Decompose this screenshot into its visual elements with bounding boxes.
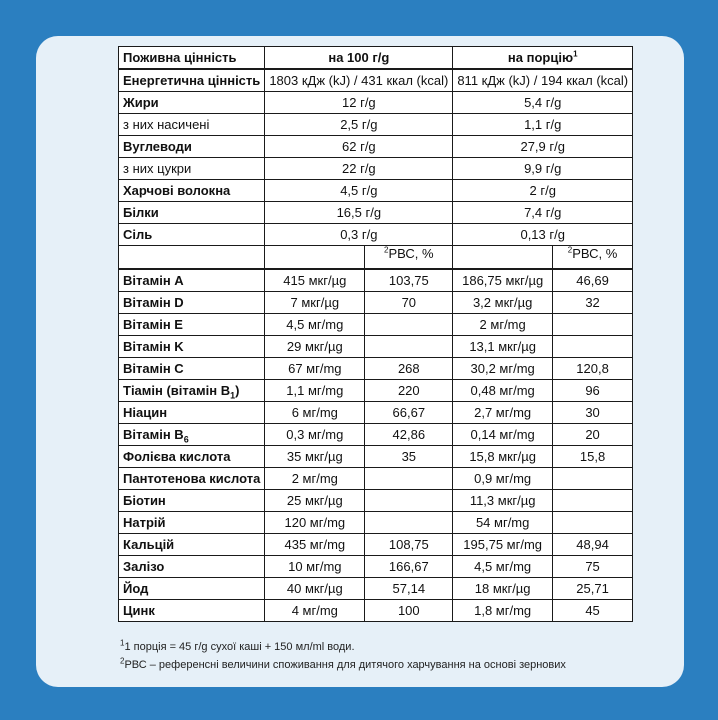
table-row	[119, 180, 633, 202]
value-per-portion: 4,5 мг/mg	[453, 556, 553, 578]
nutrient-name: Вітамін C	[119, 358, 265, 380]
rbc-per-100g: 42,86	[365, 424, 453, 446]
value-per-100g: 10 мг/mg	[265, 556, 365, 578]
rbc-per-100g: 166,67	[365, 556, 453, 578]
value-per-100g: 4,5 мг/mg	[265, 314, 365, 336]
table-row	[119, 600, 633, 622]
nutrient-name: з них цукри	[119, 158, 265, 180]
nutrient-name: Тіамін (вітамін $B_1$)	[119, 380, 265, 402]
nutrient-name: Вітамін A	[119, 269, 265, 292]
value-per-100g: 62 г/g	[265, 136, 453, 158]
rbc-header-row	[119, 246, 633, 270]
value-per-portion: 811 кДж (kJ) / 194 ккал (kcal)	[453, 69, 633, 92]
nutrient-name: Харчові волокна	[119, 180, 265, 202]
rbc-per-100g: 70	[365, 292, 453, 314]
table-row	[119, 446, 633, 468]
nutrient-name: Біотин	[119, 490, 265, 512]
value-per-100g: 4,5 г/g	[265, 180, 453, 202]
rbc-per-100g	[365, 314, 453, 336]
value-per-portion: 195,75 мг/mg	[453, 534, 553, 556]
value-per-100g: 6 мг/mg	[265, 402, 365, 424]
table-row	[119, 380, 633, 402]
table-row	[119, 114, 633, 136]
nutrient-name: Сіль	[119, 224, 265, 246]
table-row	[119, 358, 633, 380]
table-row	[119, 534, 633, 556]
value-per-100g: 7 мкг/µg	[265, 292, 365, 314]
nutrient-name: Натрій	[119, 512, 265, 534]
rbc-per-portion: 20	[552, 424, 632, 446]
value-per-portion: 5,4 г/g	[453, 92, 633, 114]
value-per-portion: 13,1 мкг/µg	[453, 336, 553, 358]
value-per-portion: 186,75 мкг/µg	[453, 269, 553, 292]
value-per-portion: 3,2 мкг/µg	[453, 292, 553, 314]
footnote-rbc: $^2$РВС – референсні величини споживання для дитячого харчування на основі зернових	[120, 656, 566, 671]
nutrient-name: Пантотенова кислота	[119, 468, 265, 490]
value-per-100g: 2,5 г/g	[265, 114, 453, 136]
rbc-per-100g	[365, 336, 453, 358]
rbc-per-100g: 268	[365, 358, 453, 380]
nutrient-name: Кальцій	[119, 534, 265, 556]
value-per-100g: 35 мкг/µg	[265, 446, 365, 468]
rbc-per-portion	[552, 512, 632, 534]
value-per-portion: 2,7 мг/mg	[453, 402, 553, 424]
rbc-per-portion: 75	[552, 556, 632, 578]
value-per-100g: 40 мкг/µg	[265, 578, 365, 600]
value-per-portion: 7,4 г/g	[453, 202, 633, 224]
value-per-100g: 1803 кДж (kJ) / 431 ккал (kcal)	[265, 69, 453, 92]
rbc-per-100g	[365, 512, 453, 534]
table-row	[119, 424, 633, 446]
rbc-per-portion: 48,94	[552, 534, 632, 556]
rbc-empty-cell	[119, 246, 265, 270]
value-per-portion: 27,9 г/g	[453, 136, 633, 158]
table-row	[119, 202, 633, 224]
nutrient-name: Фолієва кислота	[119, 446, 265, 468]
header-per-100g: на 100 г/g	[265, 47, 453, 70]
table-row	[119, 578, 633, 600]
nutrient-name: Вітамін $B_6$	[119, 424, 265, 446]
table-row	[119, 69, 633, 92]
table-row	[119, 136, 633, 158]
nutrient-name: Цинк	[119, 600, 265, 622]
value-per-100g: 25 мкг/µg	[265, 490, 365, 512]
value-per-portion: 15,8 мкг/µg	[453, 446, 553, 468]
nutrition-table-body	[119, 47, 633, 622]
value-per-100g: 16,5 г/g	[265, 202, 453, 224]
rbc-header-portion: $^2$РВС, %	[552, 246, 632, 270]
rbc-empty-cell	[453, 246, 553, 270]
nutrient-name: Білки	[119, 202, 265, 224]
rbc-per-portion	[552, 490, 632, 512]
value-per-portion: 2 г/g	[453, 180, 633, 202]
table-row	[119, 490, 633, 512]
rbc-per-portion: 96	[552, 380, 632, 402]
value-per-portion: 0,14 мг/mg	[453, 424, 553, 446]
rbc-per-portion: 45	[552, 600, 632, 622]
value-per-portion: 11,3 мкг/µg	[453, 490, 553, 512]
rbc-empty-cell	[265, 246, 365, 270]
value-per-100g: 120 мг/mg	[265, 512, 365, 534]
value-per-100g: 4 мг/mg	[265, 600, 365, 622]
rbc-header-100g: $^2$РВС, %	[365, 246, 453, 270]
nutrient-name: Вуглеводи	[119, 136, 265, 158]
nutrient-name: з них насичені	[119, 114, 265, 136]
value-per-100g: 415 мкг/µg	[265, 269, 365, 292]
nutrient-name: Йод	[119, 578, 265, 600]
value-per-100g: 0,3 г/g	[265, 224, 453, 246]
value-per-portion: 0,48 мг/mg	[453, 380, 553, 402]
nutrient-name: Вітамін E	[119, 314, 265, 336]
value-per-portion: 18 мкг/µg	[453, 578, 553, 600]
nutrient-name: Енергетична цінність	[119, 69, 265, 92]
value-per-portion: 1,8 мг/mg	[453, 600, 553, 622]
rbc-per-100g	[365, 490, 453, 512]
table-row	[119, 468, 633, 490]
table-row	[119, 402, 633, 424]
value-per-100g: 2 мг/mg	[265, 468, 365, 490]
value-per-portion: 0,9 мг/mg	[453, 468, 553, 490]
value-per-100g: 0,3 мг/mg	[265, 424, 365, 446]
rbc-per-100g: 100	[365, 600, 453, 622]
value-per-portion: 1,1 г/g	[453, 114, 633, 136]
value-per-portion: 2 мг/mg	[453, 314, 553, 336]
rbc-per-portion: 46,69	[552, 269, 632, 292]
nutrient-name: Ніацин	[119, 402, 265, 424]
nutrition-table-container	[118, 46, 633, 622]
table-row	[119, 292, 633, 314]
table-row	[119, 158, 633, 180]
rbc-per-portion: 30	[552, 402, 632, 424]
value-per-100g: 22 г/g	[265, 158, 453, 180]
rbc-per-portion	[552, 336, 632, 358]
table-row	[119, 314, 633, 336]
nutrient-name: Залізо	[119, 556, 265, 578]
rbc-per-portion: 15,8	[552, 446, 632, 468]
value-per-100g: 29 мкг/µg	[265, 336, 365, 358]
table-row	[119, 512, 633, 534]
rbc-per-portion: 25,71	[552, 578, 632, 600]
value-per-100g: 12 г/g	[265, 92, 453, 114]
rbc-per-portion: 120,8	[552, 358, 632, 380]
rbc-per-portion: 32	[552, 292, 632, 314]
table-row	[119, 556, 633, 578]
rbc-per-portion	[552, 314, 632, 336]
nutrient-name: Вітамін K	[119, 336, 265, 358]
rbc-per-100g: 108,75	[365, 534, 453, 556]
nutrition-table	[118, 46, 633, 622]
value-per-portion: 54 мг/mg	[453, 512, 553, 534]
header-per-portion: на порцію$^1$	[453, 47, 633, 70]
value-per-portion: 9,9 г/g	[453, 158, 633, 180]
rbc-per-portion	[552, 468, 632, 490]
nutrient-name: Вітамін D	[119, 292, 265, 314]
header-nutrient: Поживна цінність	[119, 47, 265, 70]
table-row	[119, 336, 633, 358]
rbc-per-100g: 57,14	[365, 578, 453, 600]
table-header-row	[119, 47, 633, 70]
value-per-portion: 30,2 мг/mg	[453, 358, 553, 380]
table-row	[119, 92, 633, 114]
rbc-per-100g: 66,67	[365, 402, 453, 424]
value-per-portion: 0,13 г/g	[453, 224, 633, 246]
rbc-per-100g: 220	[365, 380, 453, 402]
value-per-100g: 435 мг/mg	[265, 534, 365, 556]
rbc-per-100g: 103,75	[365, 269, 453, 292]
rbc-per-100g	[365, 468, 453, 490]
nutrient-name: Жири	[119, 92, 265, 114]
value-per-100g: 67 мг/mg	[265, 358, 365, 380]
footnote-portion: $^1$1 порція = 45 г/g сухої каші + 150 мл/ml води.	[120, 638, 355, 653]
rbc-per-100g: 35	[365, 446, 453, 468]
value-per-100g: 1,1 мг/mg	[265, 380, 365, 402]
table-row	[119, 269, 633, 292]
table-row	[119, 224, 633, 246]
